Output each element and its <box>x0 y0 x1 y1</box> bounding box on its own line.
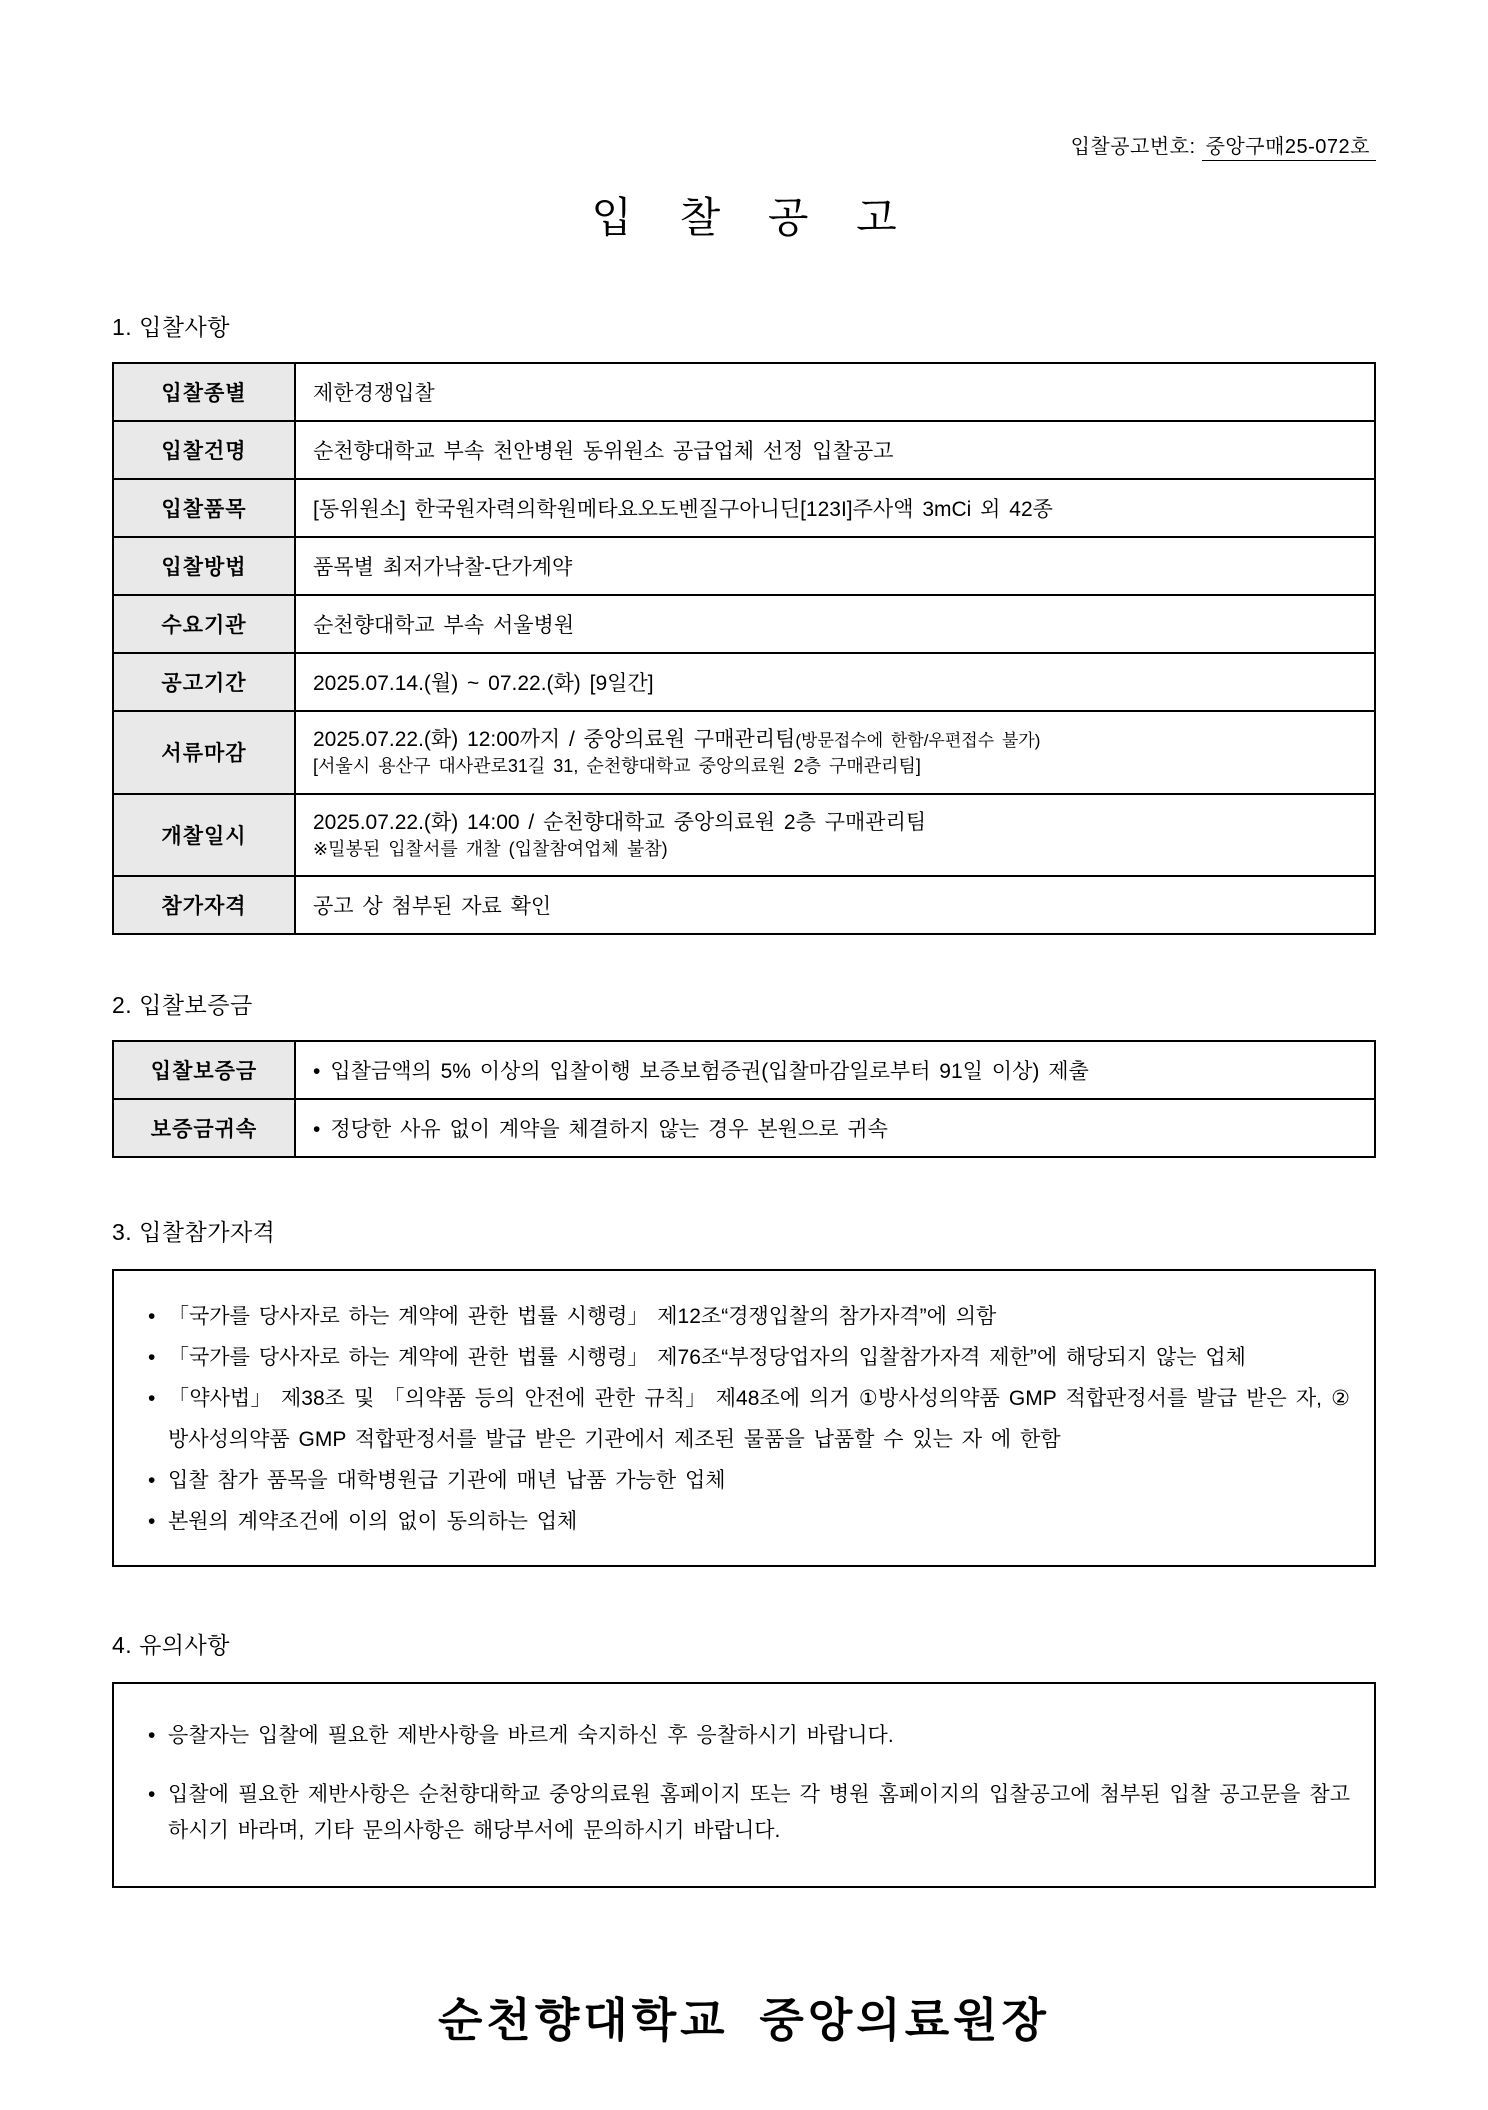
bid-info-table <box>112 362 1376 935</box>
row-value: 제한경쟁입찰 <box>295 363 1375 421</box>
row-label: 입찰보증금 <box>113 1041 295 1099</box>
forfeit-text: • 정당한 사유 없이 계약을 체결하지 않는 경우 본원으로 귀속 <box>313 1118 888 1141</box>
table-row-eligibility-ref <box>113 876 1375 934</box>
table-row-bid-name <box>113 421 1375 479</box>
table-row-opening-datetime <box>113 794 1375 877</box>
deposit-text: • 입찰금액의 5% 이상의 입찰이행 보증보험증권(입찰마감일로부터 91일 이상) 제출 <box>313 1060 1089 1083</box>
eligibility-item: • 「약사법」 제38조 및 「의약품 등의 안전에 관한 규칙」 제48조에 의거 ①방사성의약품 GMP 적합판정서를 발급 받은 자, ②방사성의약품 GMP 적합판정서를 발급 받은 기관에서 제조된 물품을 납품할 수 있는 자 에 한함 <box>138 1379 1350 1461</box>
notes-item: • 입찰에 필요한 제반사항은 순천향대학교 중앙의료원 홈페이지 또는 각 병원 홈페이지의 입찰공고에 첨부된 입찰 공고문을 참고하시기 바라며, 기타 문의사항은 해당부서에 문의하시기 바랍니다. <box>138 1777 1350 1851</box>
row-value <box>295 1099 1375 1157</box>
row-value: [동위원소] 한국원자력의학원메타요오도벤질구아니딘[123I]주사액 3mCi 외 42종 <box>295 479 1375 537</box>
opening-main-text: 2025.07.22.(화) 14:00 / 순천향대학교 중앙의료원 2층 구매관리팀 <box>313 810 927 834</box>
row-value <box>295 711 1375 794</box>
section-heading-bid-info: 1. 입찰사항 <box>112 314 230 340</box>
notice-number-value: 중앙구매25-072호 <box>1202 136 1376 161</box>
row-label: 입찰건명 <box>113 421 295 479</box>
deadline-address-text: [서울시 용산구 대사관로31길 31, 순천향대학교 중앙의료원 2층 구매관리팀] <box>313 756 921 777</box>
row-value: 순천향대학교 부속 천안병원 동위원소 공급업체 선정 입찰공고 <box>295 421 1375 479</box>
row-label: 개찰일시 <box>113 794 295 877</box>
table-row-demand-org <box>113 595 1375 653</box>
notes-item: • 응찰자는 입찰에 필요한 제반사항을 바르게 숙지하신 후 응찰하시기 바랍니다. <box>138 1718 1350 1755</box>
notes-box <box>112 1682 1376 1888</box>
row-value: 품목별 최저가낙찰-단가계약 <box>295 537 1375 595</box>
row-value <box>295 1041 1375 1099</box>
bid-deposit-table <box>112 1040 1376 1158</box>
row-value: 2025.07.14.(월) ~ 07.22.(화) [9일간] <box>295 653 1375 711</box>
row-label: 공고기간 <box>113 653 295 711</box>
notice-number-label: 입찰공고번호: <box>1070 136 1196 158</box>
table-row-deposit-forfeit <box>113 1099 1375 1157</box>
row-value: 순천향대학교 부속 서울병원 <box>295 595 1375 653</box>
table-row-bid-items <box>113 479 1375 537</box>
section-heading-bid-deposit: 2. 입찰보증금 <box>112 992 253 1019</box>
row-label: 입찰품목 <box>113 479 295 537</box>
table-row-notice-period <box>113 653 1375 711</box>
row-label: 참가자격 <box>113 876 295 934</box>
section-heading-eligibility: 3. 입찰참가자격 <box>112 1219 276 1246</box>
issuer-signature: 순천향대학교 중앙의료원장 <box>437 1994 1050 2047</box>
table-row-bid-type <box>113 363 1375 421</box>
deadline-note-text: (방문접수에 한함/우편접수 불가) <box>795 731 1041 750</box>
page-title: 입 찰 공 고 <box>591 194 915 241</box>
row-value <box>295 794 1375 877</box>
deadline-line-1 <box>313 725 1358 754</box>
table-row-deposit <box>113 1041 1375 1099</box>
row-label: 입찰종별 <box>113 363 295 421</box>
eligibility-item: • 「국가를 당사자로 하는 계약에 관한 법률 시행령」 제12조“경쟁입찰의 참가자격”에 의함 <box>138 1297 1350 1338</box>
eligibility-item: • 본원의 계약조건에 이의 없이 동의하는 업체 <box>138 1502 1350 1543</box>
row-value: 공고 상 첨부된 자료 확인 <box>295 876 1375 934</box>
eligibility-box <box>112 1269 1376 1567</box>
deadline-main-text: 2025.07.22.(화) 12:00까지 / 중앙의료원 구매관리팀 <box>313 728 796 751</box>
row-label: 수요기관 <box>113 595 295 653</box>
row-label: 보증금귀속 <box>113 1099 295 1157</box>
notice-number-line <box>112 130 1376 159</box>
section-heading-notes: 4. 유의사항 <box>112 1631 230 1658</box>
row-label: 서류마감 <box>113 711 295 794</box>
table-row-document-deadline <box>113 711 1375 794</box>
opening-note-text: ※밀봉된 입찰서를 개찰 (입찰참여업체 불참) <box>313 838 668 859</box>
eligibility-item: • 입찰 참가 품목을 대학병원급 기관에 매년 납품 가능한 업체 <box>138 1461 1350 1502</box>
eligibility-item: • 「국가를 당사자로 하는 계약에 관한 법률 시행령」 제76조“부정당업자의 입찰참가자격 제한”에 해당되지 않는 업체 <box>138 1338 1350 1379</box>
table-row-bid-method <box>113 537 1375 595</box>
row-label: 입찰방법 <box>113 537 295 595</box>
